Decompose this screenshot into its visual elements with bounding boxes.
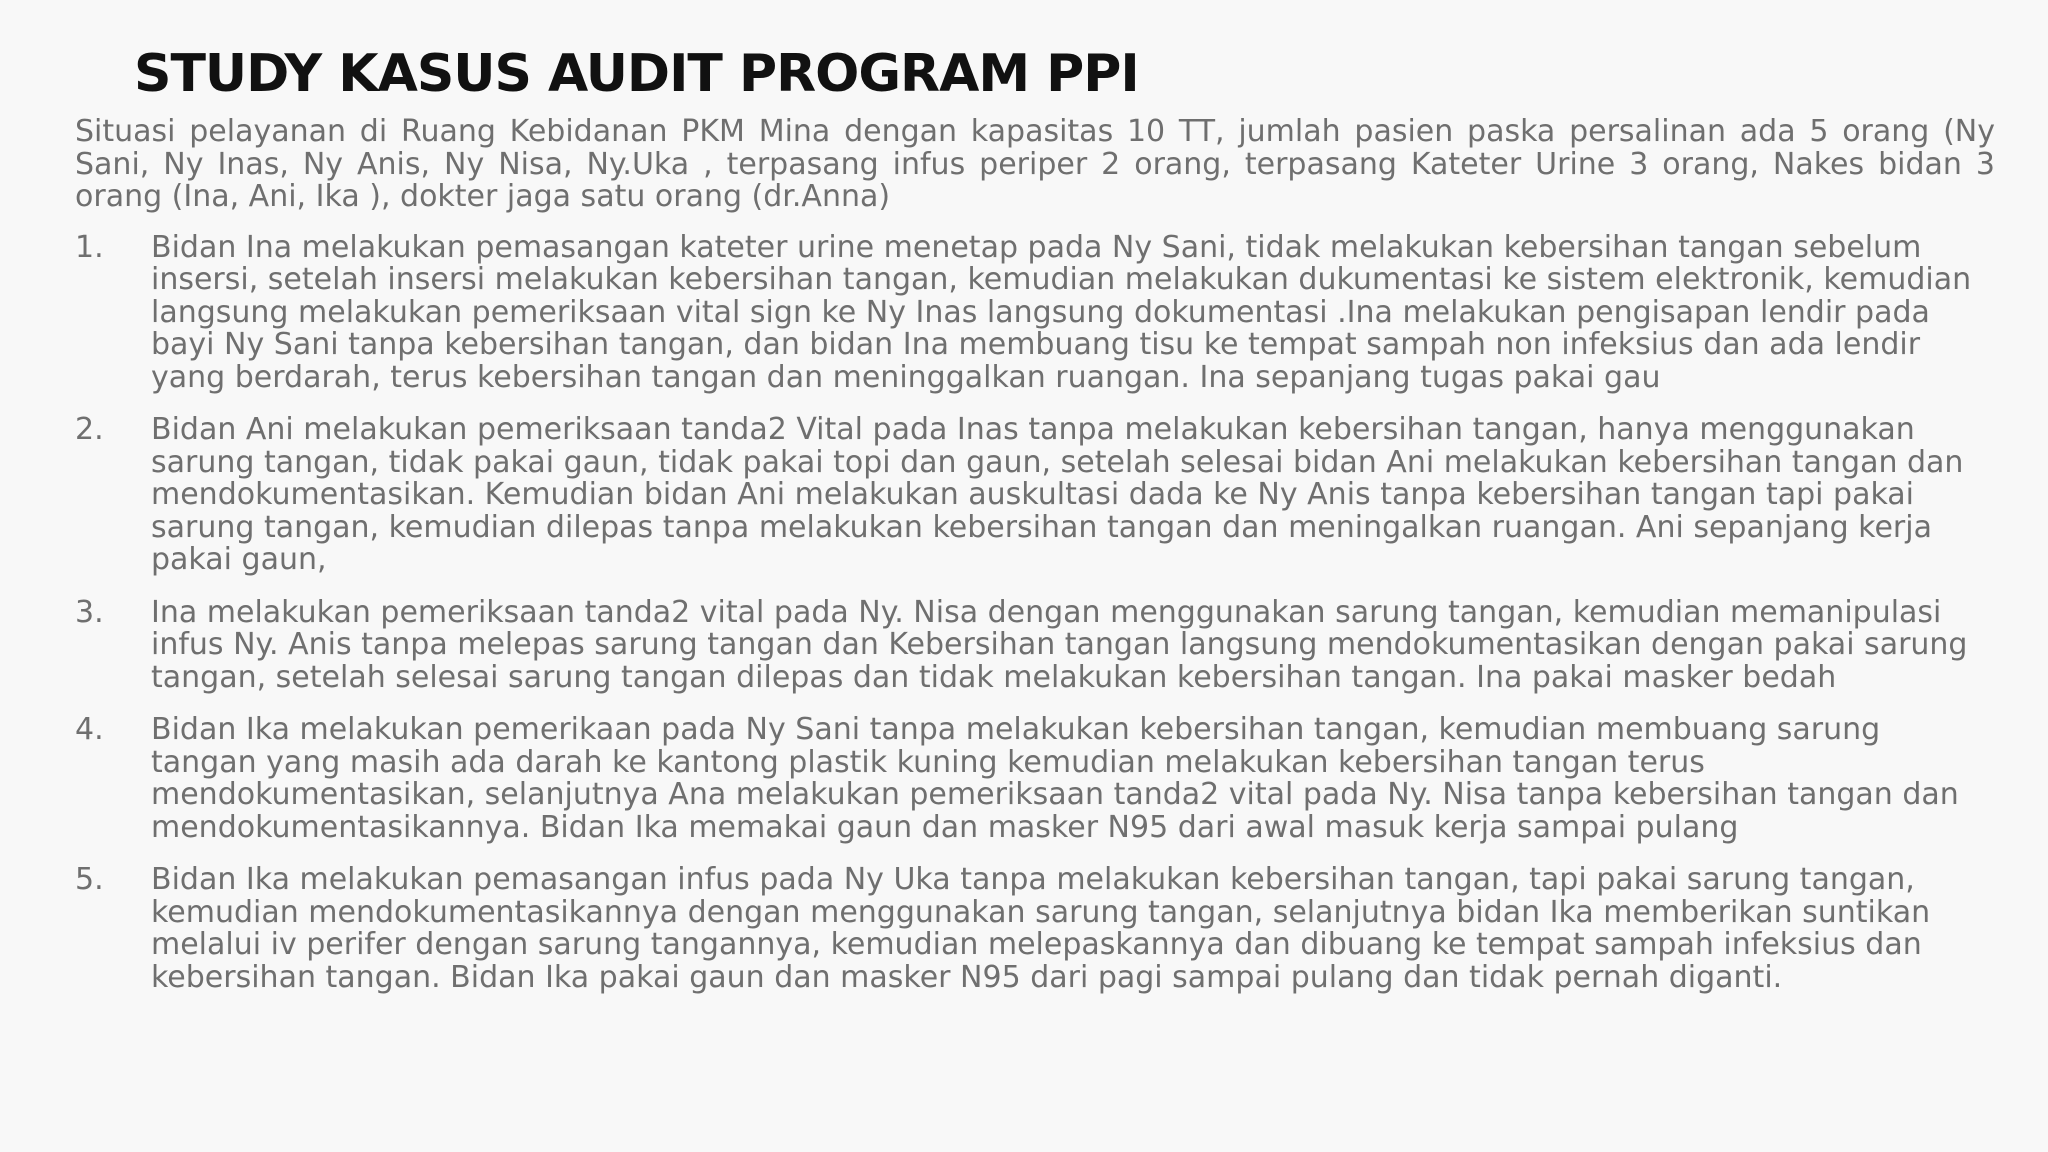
case-item-3 [75,594,1995,695]
case-item-4 [75,714,1995,844]
slide-body [75,116,1995,1014]
case-item-1 [75,229,1995,395]
case-text: Bidan Ina melakukan pemasangan kateter urine menetap pada Ny Sani, tidak melakukan kebersihan tangan sebelum insersi, setelah insersi melakukan kebersihan tangan, kemudian melakukan dukumentasi ke sistem elektronik, kemudian langsung melakukan pemeriksaan vital sign ke Ny Inas langsung dokumentasi .Ina melakukan pengisapan lendir pada bayi Ny Sani tanpa kebersihan tangan, dan bidan Ina membuang tisu ke tempat sampah non infeksius dan ada lendir yang berdarah, terus kebersihan tangan dan meninggalkan ruangan. Ina sepanjang tugas pakai gau [151,229,1972,395]
case-number: 5. [75,862,104,897]
case-item-5 [75,864,1995,994]
case-number: 1. [75,229,104,265]
case-text: Bidan Ani melakukan pemeriksaan tanda2 Vital pada Inas tanpa melakukan kebersihan tangan, hanya menggunakan sarung tangan, tidak pakai gaun, tidak pakai topi dan gaun, setelah selesai bidan Ani melakukan kebersihan tangan dan mendokumentasikan. Kemudian bidan Ani melakukan auskultasi dada ke Ny Anis tanpa kebersihan tangan tapi pakai sarung tangan, kemudian dilepas tanpa melakukan kebersihan tangan dan meningalkan ruangan. Ani sepanjang kerja pakai gaun, [151,412,1964,577]
case-number: 2. [75,412,104,447]
intro-paragraph: Situasi pelayanan di Ruang Kebidanan PKM Mina dengan kapasitas 10 TT, jumlah pasien paska persalinan ada 5 orang (Ny Sani, Ny Inas, Ny Anis, Ny Nisa, Ny.Uka , terpasang infus periper 2 orang, terpasang Kateter Urine 3 orang, Nakes bidan 3 orang (Ina, Ani, Ika ), dokter jaga satu orang (dr.Anna) [75,114,1995,214]
case-text: Ina melakukan pemeriksaan tanda2 vital pada Ny. Nisa dengan menggunakan sarung tangan, kemudian memanipulasi infus Ny. Anis tanpa melepas sarung tangan dan Kebersihan tangan langsung mendokumentasikan dengan pakai sarung tangan, setelah selesai sarung tangan dilepas dan tidak melakukan kebersihan tangan. Ina pakai masker bedah [151,594,1968,695]
case-item-2 [75,414,1995,577]
slide-title: STUDY KASUS AUDIT PROGRAM PPI [134,44,1139,104]
case-number: 4. [75,712,104,747]
case-text: Bidan Ika melakukan pemasangan infus pada Ny Uka tanpa melakukan kebersihan tangan, tapi pakai sarung tangan, kemudian mendokumentasikannya dengan menggunakan sarung tangan, selanjutnya bidan Ika memberikan suntikan melalui iv perifer dengan sarung tangannya, kemudian melepaskannya dan dibuang ke tempat sampah infeksius dan kebersihan tangan. Bidan Ika pakai gaun dan masker N95 dari pagi sampai pulang dan tidak pernah diganti. [151,862,1931,995]
case-text: Bidan Ika melakukan pemerikaan pada Ny Sani tanpa melakukan kebersihan tangan, kemudian membuang sarung tangan yang masih ada darah ke kantong plastik kuning kemudian melakukan kebersihan tangan terus mendokumentasikan, selanjutnya Ana melakukan pemeriksaan tanda2 vital pada Ny. Nisa tanpa kebersihan tangan dan mendokumentasikannya. Bidan Ika memakai gaun dan masker N95 dari awal masuk kerja sampai pulang [151,712,1959,845]
case-list [75,229,1995,995]
case-number: 3. [75,594,104,630]
